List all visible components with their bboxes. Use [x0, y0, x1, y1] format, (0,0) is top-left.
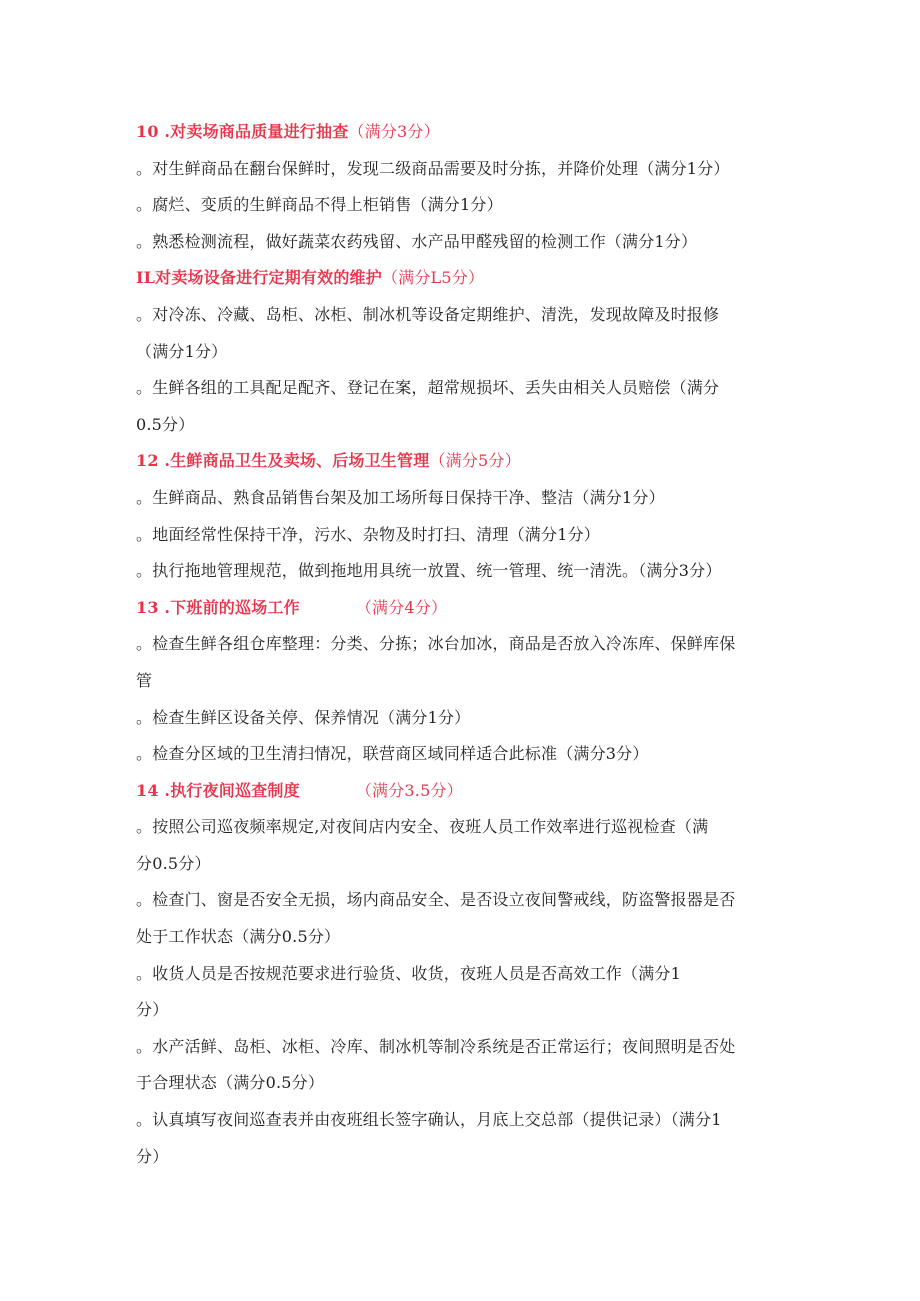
list-item: 。地面经常性保持干净，污水、杂物及时打扫、清理（满分1分）: [136, 524, 600, 544]
section-heading: [136, 260, 786, 297]
list-item: 。熟悉检测流程，做好蔬菜农药残留、水产品甲醛残留的检测工作（满分1分）: [136, 231, 698, 251]
list-item-continuation: （满分1分）: [136, 341, 228, 361]
section-heading: [136, 773, 786, 810]
list-item-continuation: 分）: [136, 1146, 169, 1166]
list-item: 。腐烂、变质的生鲜商品不得上柜销售（满分1分）: [136, 195, 503, 215]
section-score: （满分L5分）: [381, 268, 485, 288]
section-heading: [136, 114, 786, 151]
section-title: 13 .下班前的巡场工作: [136, 597, 300, 617]
list-item: 。检查生鲜区设备关停、保养情况（满分1分）: [136, 707, 471, 727]
section-title: 12 .生鲜商品卫生及卖场、后场卫生管理: [136, 451, 430, 471]
list-item-continuation: 分0.5分）: [136, 853, 211, 873]
list-item: 。对冷冻、冷藏、岛柜、冰柜、制冰机等设备定期维护、清洗，发现故障及时报修: [136, 304, 720, 324]
list-item: 。认真填写夜间巡查表并由夜班组长签字确认，月底上交总部（提供记录）（满分1: [136, 1110, 722, 1130]
section-title: 14 .执行夜间巡查制度: [136, 780, 300, 800]
section-title: IL对卖场设备进行定期有效的维护: [136, 268, 382, 288]
section-score: （满分3.5分）: [355, 780, 463, 800]
list-item: 。收货人员是否按规范要求进行验货、收货，夜班人员是否高效工作（满分1: [136, 963, 681, 983]
list-item: 。生鲜各组的工具配足配齐、登记在案，超常规损坏、丢失由相关人员赔偿（满分: [136, 378, 720, 398]
section-score: （满分3分）: [348, 122, 440, 141]
list-item: 。检查生鲜各组仓库整理：分类、分拣；冰台加冰，商品是否放入冷冻库、保鲜库保: [136, 634, 736, 654]
section-score: （满分4分）: [355, 597, 448, 617]
section-heading: [136, 590, 786, 627]
list-item: 。检查分区域的卫生清扫情况，联营商区域同样适合此标准（满分3分）: [136, 744, 649, 764]
list-item-continuation: 分）: [136, 1000, 169, 1020]
list-item: 。按照公司巡夜频率规定,对夜间店内安全、夜班人员工作效率进行巡视检查（满: [136, 817, 709, 837]
document-body: [136, 114, 786, 1175]
list-item-continuation: 于合理状态（满分0.5分）: [136, 1073, 325, 1093]
list-item-continuation: 处于工作状态（满分0.5分）: [136, 927, 341, 947]
list-item-continuation: 管: [136, 670, 153, 690]
section-title: 10 .对卖场商品质量进行抽查: [136, 122, 349, 141]
section-score: （满分5分）: [429, 451, 521, 471]
list-item: 。生鲜商品、熟食品销售台架及加工场所每日保持干净、整洁（满分1分）: [136, 487, 665, 507]
list-item: 。对生鲜商品在翻台保鲜时，发现二级商品需要及时分拣，并降价处理（满分1分）: [136, 158, 730, 178]
list-item-continuation: 0.5分）: [136, 414, 195, 434]
list-item: 。水产活鲜、岛柜、冰柜、冷库、制冰机等制冷系统是否正常运行；夜间照明是否处: [136, 1036, 736, 1056]
list-item: 。执行拖地管理规范，做到拖地用具统一放置、统一管理、统一清洗。（满分3分）: [136, 561, 722, 581]
list-item: 。检查门、窗是否安全无损，场内商品安全、是否设立夜间警戒线，防盗警报器是否: [136, 890, 736, 910]
section-heading: [136, 443, 786, 480]
